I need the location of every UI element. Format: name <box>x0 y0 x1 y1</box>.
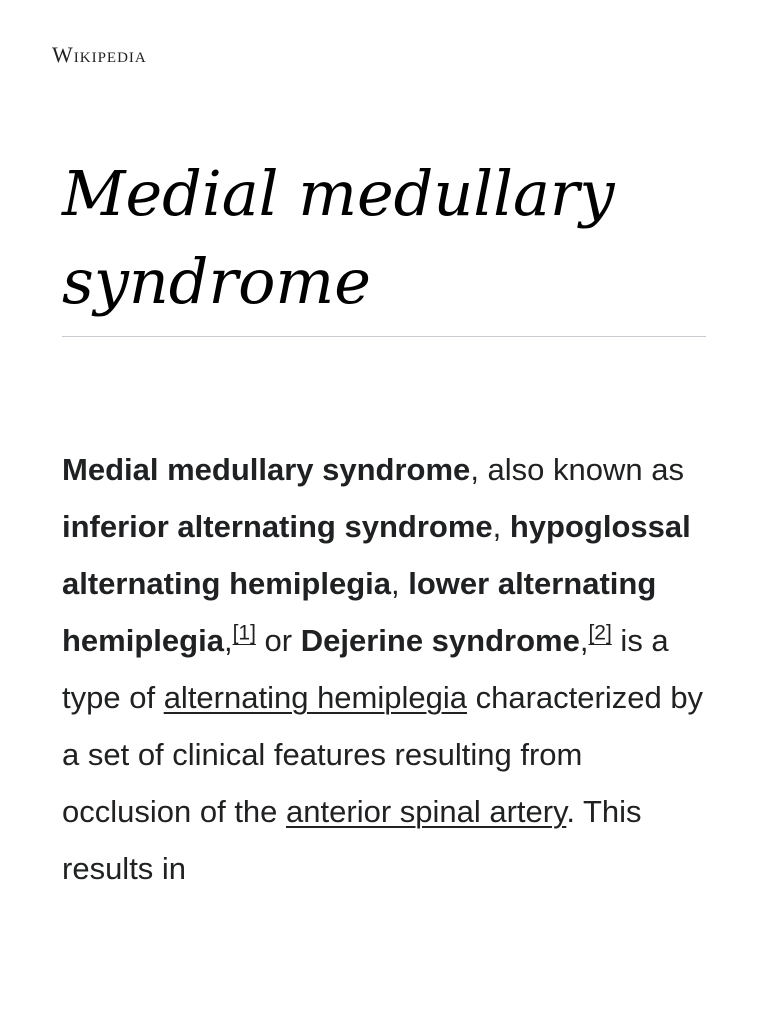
reference-2 <box>588 622 611 645</box>
reference-link-1[interactable]: [1] <box>232 621 256 645</box>
reference-link-2[interactable]: [2] <box>588 621 612 645</box>
lead-text: . This results in <box>62 794 642 886</box>
lead-paragraph <box>62 441 712 897</box>
lead-text: , <box>223 623 233 658</box>
bold-term-hypoglossal-alternating-hemiplegia: hypoglossal alternating hemiplegia <box>62 509 691 601</box>
link-alternating-hemiplegia[interactable]: alternating hemiplegia <box>163 680 467 715</box>
bold-term-inferior-alternating-syndrome: inferior alternating syndrome <box>62 509 493 544</box>
page-title-line-2: syndrome <box>62 245 371 318</box>
link-anterior-spinal-artery[interactable]: anterior spinal artery <box>286 794 567 829</box>
lead-text: , also known as <box>470 452 684 487</box>
wikipedia-wordmark[interactable]: Wikipedia <box>52 42 147 67</box>
lead-text: is a type of <box>62 623 669 715</box>
page-title <box>62 150 722 326</box>
bold-term-dejerine-syndrome: Dejerine syndrome <box>300 623 580 658</box>
title-divider <box>62 336 706 337</box>
bold-term-lower-alternating-hemiplegia: lower alternating hemiplegia <box>62 566 657 658</box>
page-title-line-1: Medial medullary <box>62 157 615 230</box>
reference-1 <box>233 622 256 645</box>
lead-text: or <box>255 623 301 658</box>
bold-term-medial-medullary-syndrome: Medial medullary syndrome <box>62 452 471 487</box>
lead-text: , <box>579 623 589 658</box>
lead-text: , <box>492 509 510 544</box>
lead-text: , <box>391 566 409 601</box>
lead-text: characterized by a set of clinical features resulting from occlusion of the <box>62 680 704 829</box>
